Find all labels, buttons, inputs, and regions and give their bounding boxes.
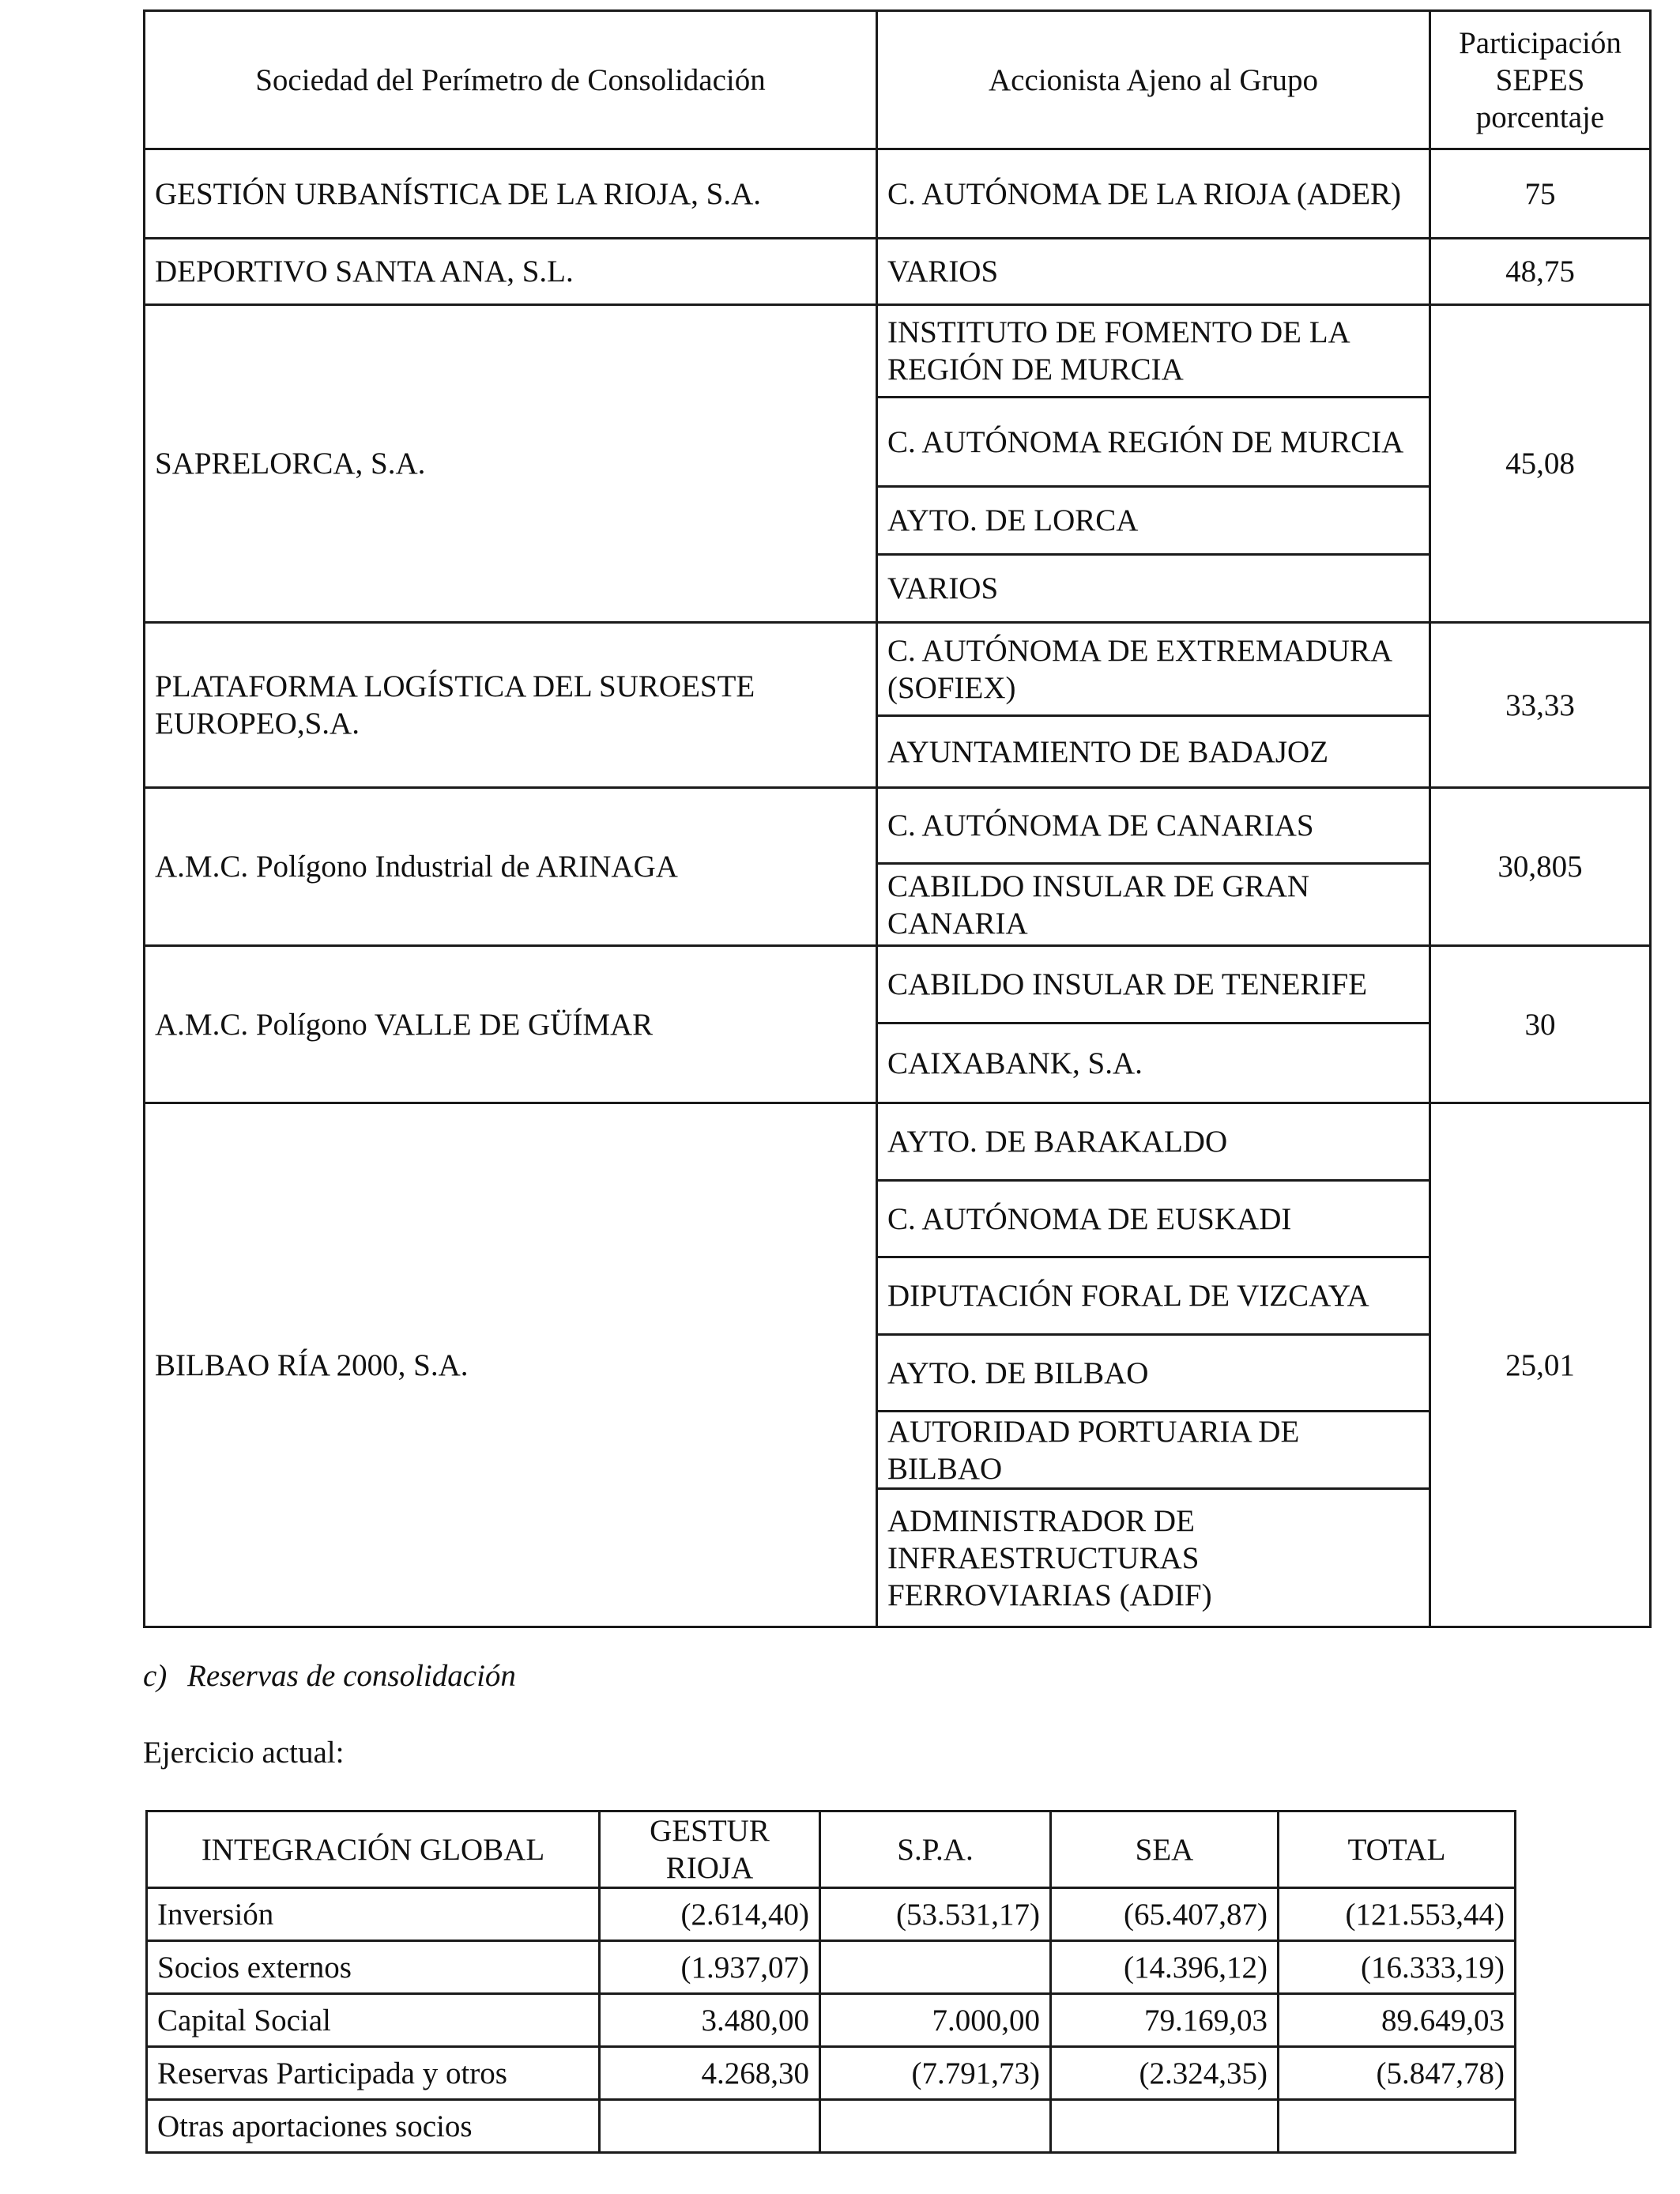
table-row bbox=[147, 2100, 1516, 2153]
accionista-cell: C. AUTÓNOMA DE LA RIOJA (ADER) bbox=[877, 149, 1430, 239]
section-heading bbox=[143, 1658, 516, 1694]
sociedad-cell: A.M.C. Polígono Industrial de ARINAGA bbox=[145, 788, 877, 946]
value-cell bbox=[600, 2100, 820, 2153]
table-row bbox=[145, 305, 1651, 398]
table-row bbox=[145, 149, 1651, 239]
header-participacion: Participación SEPES porcentaje bbox=[1430, 11, 1651, 149]
header-integracion: INTEGRACIÓN GLOBAL bbox=[147, 1811, 600, 1888]
participation-table bbox=[143, 9, 1652, 1628]
value-cell: 79.169,03 bbox=[1051, 1994, 1279, 2047]
value-cell: (65.407,87) bbox=[1051, 1888, 1279, 1941]
header-sea: SEA bbox=[1051, 1811, 1279, 1888]
row-label: Inversión bbox=[147, 1888, 600, 1941]
sociedad-cell: PLATAFORMA LOGÍSTICA DEL SUROESTE EUROPEO,S.A. bbox=[145, 623, 877, 788]
participacion-cell: 48,75 bbox=[1430, 239, 1651, 305]
row-label: Socios externos bbox=[147, 1941, 600, 1994]
value-cell: 3.480,00 bbox=[600, 1994, 820, 2047]
value-cell bbox=[1279, 2100, 1516, 2153]
table-row bbox=[147, 1888, 1516, 1941]
accionista-cell: ADMINISTRADOR DE INFRAESTRUCTURAS FERROVIARIAS (ADIF) bbox=[877, 1489, 1430, 1627]
table-row bbox=[145, 946, 1651, 1023]
accionista-cell: C. AUTÓNOMA DE CANARIAS bbox=[877, 788, 1430, 864]
sociedad-cell: GESTIÓN URBANÍSTICA DE LA RIOJA, S.A. bbox=[145, 149, 877, 239]
value-cell: (2.614,40) bbox=[600, 1888, 820, 1941]
header-total: TOTAL bbox=[1279, 1811, 1516, 1888]
ejercicio-label: Ejercicio actual: bbox=[143, 1736, 345, 1770]
value-cell: (2.324,35) bbox=[1051, 2047, 1279, 2100]
header-accionista: Accionista Ajeno al Grupo bbox=[877, 11, 1430, 149]
accionista-cell: AUTORIDAD PORTUARIA DE BILBAO bbox=[877, 1412, 1430, 1489]
participacion-cell: 33,33 bbox=[1430, 623, 1651, 788]
accionista-cell: VARIOS bbox=[877, 555, 1430, 623]
table-header-row bbox=[147, 1811, 1516, 1888]
accionista-cell: C. AUTÓNOMA DE EXTREMADURA (SOFIEX) bbox=[877, 623, 1430, 716]
table-row bbox=[145, 1103, 1651, 1181]
accionista-cell: VARIOS bbox=[877, 239, 1430, 305]
sociedad-cell: SAPRELORCA, S.A. bbox=[145, 305, 877, 623]
value-cell bbox=[1051, 2100, 1279, 2153]
value-cell: 89.649,03 bbox=[1279, 1994, 1516, 2047]
row-label: Reservas Participada y otros bbox=[147, 2047, 600, 2100]
table-header-row bbox=[145, 11, 1651, 149]
section-letter: c) bbox=[143, 1659, 168, 1693]
header-spa: S.P.A. bbox=[820, 1811, 1051, 1888]
accionista-cell: AYTO. DE LORCA bbox=[877, 487, 1430, 555]
value-cell: 7.000,00 bbox=[820, 1994, 1051, 2047]
table-row bbox=[145, 788, 1651, 864]
value-cell: 4.268,30 bbox=[600, 2047, 820, 2100]
row-label: Otras aportaciones socios bbox=[147, 2100, 600, 2153]
accionista-cell: AYTO. DE BILBAO bbox=[877, 1335, 1430, 1412]
value-cell: (16.333,19) bbox=[1279, 1941, 1516, 1994]
accionista-cell: C. AUTÓNOMA REGIÓN DE MURCIA bbox=[877, 398, 1430, 487]
participacion-cell: 25,01 bbox=[1430, 1103, 1651, 1627]
reservas-table bbox=[145, 1810, 1516, 2154]
sociedad-cell: A.M.C. Polígono VALLE DE GÜÍMAR bbox=[145, 946, 877, 1103]
accionista-cell: CABILDO INSULAR DE TENERIFE bbox=[877, 946, 1430, 1023]
value-cell bbox=[820, 2100, 1051, 2153]
value-cell bbox=[820, 1941, 1051, 1994]
participacion-cell: 45,08 bbox=[1430, 305, 1651, 623]
header-sociedad: Sociedad del Perímetro de Consolidación bbox=[145, 11, 877, 149]
table-row bbox=[147, 1941, 1516, 1994]
participacion-cell: 30 bbox=[1430, 946, 1651, 1103]
accionista-cell: DIPUTACIÓN FORAL DE VIZCAYA bbox=[877, 1257, 1430, 1335]
table-row bbox=[145, 239, 1651, 305]
accionista-cell: AYUNTAMIENTO DE BADAJOZ bbox=[877, 716, 1430, 788]
value-cell: (1.937,07) bbox=[600, 1941, 820, 1994]
table-row bbox=[147, 2047, 1516, 2100]
value-cell: (121.553,44) bbox=[1279, 1888, 1516, 1941]
accionista-cell: INSTITUTO DE FOMENTO DE LA REGIÓN DE MURCIA bbox=[877, 305, 1430, 398]
value-cell: (5.847,78) bbox=[1279, 2047, 1516, 2100]
row-label: Capital Social bbox=[147, 1994, 600, 2047]
header-gestur: GESTUR RIOJA bbox=[600, 1811, 820, 1888]
accionista-cell: AYTO. DE BARAKALDO bbox=[877, 1103, 1430, 1181]
sociedad-cell: BILBAO RÍA 2000, S.A. bbox=[145, 1103, 877, 1627]
section-title: Reservas de consolidación bbox=[187, 1659, 516, 1693]
sociedad-cell: DEPORTIVO SANTA ANA, S.L. bbox=[145, 239, 877, 305]
accionista-cell: C. AUTÓNOMA DE EUSKADI bbox=[877, 1181, 1430, 1257]
participacion-cell: 75 bbox=[1430, 149, 1651, 239]
participacion-cell: 30,805 bbox=[1430, 788, 1651, 946]
value-cell: (7.791,73) bbox=[820, 2047, 1051, 2100]
value-cell: (14.396,12) bbox=[1051, 1941, 1279, 1994]
accionista-cell: CABILDO INSULAR DE GRAN CANARIA bbox=[877, 864, 1430, 946]
table-row bbox=[147, 1994, 1516, 2047]
accionista-cell: CAIXABANK, S.A. bbox=[877, 1023, 1430, 1103]
value-cell: (53.531,17) bbox=[820, 1888, 1051, 1941]
table-row bbox=[145, 623, 1651, 716]
